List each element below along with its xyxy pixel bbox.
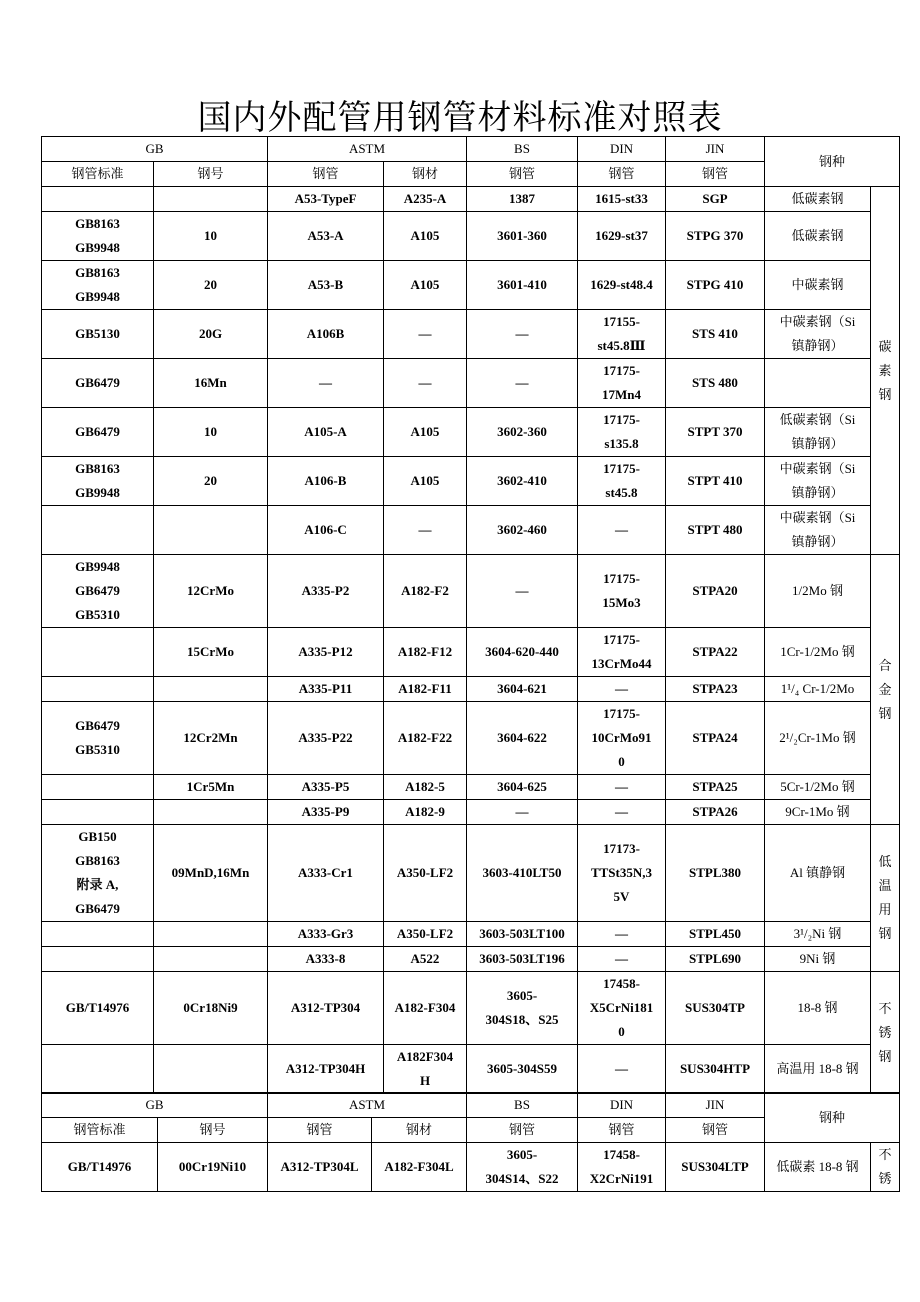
material-table — [41, 136, 900, 1094]
cell-bs-pipe: — — [467, 800, 578, 825]
cell-astm-pipe: A335-P11 — [268, 677, 384, 702]
cell-steel-kind: 1/2Mo 钢 — [765, 555, 871, 628]
category-carbon — [871, 187, 900, 555]
table-row — [42, 922, 900, 947]
cell-steel-grade: 20G — [154, 310, 268, 359]
cell-bs-pipe: 3603-503LT100 — [467, 922, 578, 947]
cell-bs-pipe: 3605- 304S18、S25 — [467, 972, 578, 1045]
cell-jin-pipe: STPL450 — [666, 922, 765, 947]
cell-steel-grade: 15CrMo — [154, 628, 268, 677]
header-bs-pipe: 钢管 — [467, 1118, 578, 1143]
cell-steel-grade: 20 — [154, 457, 268, 506]
cell-astm-material: A182-F11 — [384, 677, 467, 702]
cell-gb-standard — [42, 506, 154, 555]
cell-astm-pipe: A53-B — [268, 261, 384, 310]
cell-din-pipe: — — [578, 677, 666, 702]
table-row — [42, 800, 900, 825]
cell-jin-pipe: STPA22 — [666, 628, 765, 677]
category-label: 不锈 — [878, 1147, 892, 1186]
cell-din-pipe: 17175- 15Mo3 — [578, 555, 666, 628]
cell-astm-pipe: A335-P12 — [268, 628, 384, 677]
category-lowtemp — [871, 825, 900, 972]
cell-astm-pipe: A335-P5 — [268, 775, 384, 800]
cell-steel-kind: 9Cr-1Mo 钢 — [765, 800, 871, 825]
cell-bs-pipe: — — [467, 359, 578, 408]
cell-steel-kind: 2¹/₂Cr-1Mo 钢 — [765, 702, 871, 775]
table-row — [42, 359, 900, 408]
table-row — [42, 1143, 900, 1192]
cell-steel-kind — [765, 359, 871, 408]
cell-steel-grade — [154, 800, 268, 825]
header-astm-pipe: 钢管 — [268, 1118, 372, 1143]
cell-gb-standard — [42, 628, 154, 677]
cell-jin-pipe: STPT 370 — [666, 408, 765, 457]
cell-steel-kind: 18-8 钢 — [765, 972, 871, 1045]
cell-steel-grade: 12Cr2Mn — [154, 702, 268, 775]
cell-bs-pipe: 3604-621 — [467, 677, 578, 702]
cell-jin-pipe: STPA25 — [666, 775, 765, 800]
cell-steel-kind: 低碳素钢 — [765, 212, 871, 261]
header-grade: 钢号 — [154, 162, 268, 187]
cell-steel-kind: 3¹/₂Ni 钢 — [765, 922, 871, 947]
cell-steel-kind: 中碳素钢（Si 镇静钢） — [765, 310, 871, 359]
table-row — [42, 261, 900, 310]
cell-gb-standard: GB8163 GB9948 — [42, 212, 154, 261]
cell-steel-grade: 1Cr5Mn — [154, 775, 268, 800]
table-row — [42, 310, 900, 359]
cell-steel-grade — [154, 187, 268, 212]
cell-din-pipe: 1615-st33 — [578, 187, 666, 212]
header-din: DIN — [578, 137, 666, 162]
cell-steel-grade: 0Cr18Ni9 — [154, 972, 268, 1045]
cell-gb-standard — [42, 947, 154, 972]
cell-astm-material: — — [384, 310, 467, 359]
table-row — [42, 702, 900, 775]
cell-steel-grade — [154, 947, 268, 972]
cell-steel-grade: 10 — [154, 408, 268, 457]
category-alloy — [871, 555, 900, 825]
cell-steel-grade: 09MnD,16Mn — [154, 825, 268, 922]
cell-din-pipe: — — [578, 947, 666, 972]
page-title: 国内外配管用钢管材料标准对照表 — [197, 98, 723, 138]
cell-astm-material: A522 — [384, 947, 467, 972]
cell-din-pipe: 17175- st45.8 — [578, 457, 666, 506]
cell-gb-standard: GB150 GB8163 附录 A, GB6479 — [42, 825, 154, 922]
cell-astm-material: — — [384, 506, 467, 555]
cell-bs-pipe: 3602-360 — [467, 408, 578, 457]
header-std: 钢管标准 — [42, 162, 154, 187]
cell-steel-kind: 1¹/₄ Cr-1/2Mo — [765, 677, 871, 702]
cell-gb-standard: GB6479 — [42, 408, 154, 457]
header-kind: 钢种 — [765, 1093, 900, 1143]
table-row — [42, 972, 900, 1045]
cell-gb-standard: GB8163 GB9948 — [42, 261, 154, 310]
cell-steel-kind: Al 镇静钢 — [765, 825, 871, 922]
cell-jin-pipe: SGP — [666, 187, 765, 212]
header-din: DIN — [578, 1093, 666, 1118]
cell-astm-pipe: A106-B — [268, 457, 384, 506]
cell-astm-pipe: A335-P9 — [268, 800, 384, 825]
cell-bs-pipe: 3601-410 — [467, 261, 578, 310]
cell-gb-standard — [42, 677, 154, 702]
header-astm: ASTM — [268, 1093, 467, 1118]
cell-bs-pipe: 1387 — [467, 187, 578, 212]
cell-din-pipe: 17175- 13CrMo44 — [578, 628, 666, 677]
cell-steel-kind: 低碳素钢（Si 镇静钢） — [765, 408, 871, 457]
table-row — [42, 628, 900, 677]
cell-steel-kind: 低碳素钢 — [765, 187, 871, 212]
cell-jin-pipe: SUS304LTP — [666, 1143, 765, 1192]
cell-astm-material: A182-F2 — [384, 555, 467, 628]
cell-steel-grade — [154, 677, 268, 702]
cell-din-pipe: — — [578, 506, 666, 555]
cell-gb-standard — [42, 922, 154, 947]
cell-astm-pipe: A53-A — [268, 212, 384, 261]
table-row — [42, 555, 900, 628]
cell-astm-pipe: A312-TP304H — [268, 1045, 384, 1094]
cell-gb-standard — [42, 187, 154, 212]
cell-gb-standard: GB6479 GB5310 — [42, 702, 154, 775]
cell-steel-grade — [154, 1045, 268, 1094]
cell-astm-pipe: A333-8 — [268, 947, 384, 972]
header-astm-material: 钢材 — [372, 1118, 467, 1143]
cell-steel-kind: 低碳素 18-8 钢 — [765, 1143, 871, 1192]
cell-gb-standard: GB6479 — [42, 359, 154, 408]
cell-astm-material: A182-F304 — [384, 972, 467, 1045]
cell-din-pipe: 1629-st37 — [578, 212, 666, 261]
cell-steel-grade: 10 — [154, 212, 268, 261]
cell-din-pipe: — — [578, 922, 666, 947]
cell-gb-standard: GB/T14976 — [42, 972, 154, 1045]
cell-steel-kind: 5Cr-1/2Mo 钢 — [765, 775, 871, 800]
cell-bs-pipe: 3604-620-440 — [467, 628, 578, 677]
table-row — [42, 947, 900, 972]
header-gb: GB — [42, 1093, 268, 1118]
cell-steel-kind: 中碳素钢（Si 镇静钢） — [765, 457, 871, 506]
cell-din-pipe: — — [578, 800, 666, 825]
cell-gb-standard — [42, 1045, 154, 1094]
cell-din-pipe: 17458- X2CrNi191 — [578, 1143, 666, 1192]
cell-astm-material: A105 — [384, 408, 467, 457]
cell-steel-kind: 高温用 18-8 钢 — [765, 1045, 871, 1094]
cell-din-pipe: 17173- TTSt35N,3 5V — [578, 825, 666, 922]
cell-jin-pipe: SUS304HTP — [666, 1045, 765, 1094]
cell-astm-pipe: A312-TP304 — [268, 972, 384, 1045]
cell-astm-material: A182-F12 — [384, 628, 467, 677]
header-std: 钢管标准 — [42, 1118, 158, 1143]
cell-bs-pipe: 3603-503LT196 — [467, 947, 578, 972]
cell-astm-material: — — [384, 359, 467, 408]
cell-astm-material: A182-5 — [384, 775, 467, 800]
table-row — [42, 775, 900, 800]
cell-steel-kind: 中碳素钢 — [765, 261, 871, 310]
category-label: 低温用钢 — [878, 854, 892, 941]
category-label: 合金钢 — [878, 657, 892, 721]
header-jin: JIN — [666, 137, 765, 162]
cell-steel-grade: 00Cr19Ni10 — [158, 1143, 268, 1192]
cell-din-pipe: 17175- s135.8 — [578, 408, 666, 457]
cell-steel-grade — [154, 506, 268, 555]
cell-gb-standard: GB8163 GB9948 — [42, 457, 154, 506]
cell-steel-grade: 16Mn — [154, 359, 268, 408]
cell-din-pipe: 17175- 17Mn4 — [578, 359, 666, 408]
header-bs: BS — [467, 137, 578, 162]
category-stainless — [871, 972, 900, 1094]
cell-din-pipe: — — [578, 1045, 666, 1094]
cell-bs-pipe: 3604-622 — [467, 702, 578, 775]
header-grade: 钢号 — [158, 1118, 268, 1143]
header-kind: 钢种 — [765, 137, 900, 187]
cell-din-pipe: 17175- 10CrMo91 0 — [578, 702, 666, 775]
cell-steel-kind: 1Cr-1/2Mo 钢 — [765, 628, 871, 677]
cell-bs-pipe: — — [467, 310, 578, 359]
cell-jin-pipe: STPL380 — [666, 825, 765, 922]
cell-bs-pipe: — — [467, 555, 578, 628]
category-stainless2 — [871, 1143, 900, 1192]
table-row — [42, 408, 900, 457]
cell-steel-kind: 9Ni 钢 — [765, 947, 871, 972]
cell-astm-material: A105 — [384, 457, 467, 506]
cell-astm-material: A182-F22 — [384, 702, 467, 775]
header-bs-pipe: 钢管 — [467, 162, 578, 187]
cell-steel-grade: 20 — [154, 261, 268, 310]
header-astm-pipe: 钢管 — [268, 162, 384, 187]
cell-bs-pipe: 3605- 304S14、S22 — [467, 1143, 578, 1192]
cell-astm-pipe: A53-TypeF — [268, 187, 384, 212]
cell-jin-pipe: STPA24 — [666, 702, 765, 775]
header-jin: JIN — [666, 1093, 765, 1118]
cell-astm-material: A182F304 H — [384, 1045, 467, 1094]
cell-gb-standard — [42, 775, 154, 800]
header-astm: ASTM — [268, 137, 467, 162]
header-din-pipe: 钢管 — [578, 162, 666, 187]
cell-bs-pipe: 3603-410LT50 — [467, 825, 578, 922]
cell-din-pipe: 17458- X5CrNi181 0 — [578, 972, 666, 1045]
cell-bs-pipe: 3604-625 — [467, 775, 578, 800]
material-table-continued — [41, 1092, 900, 1192]
cell-din-pipe: 1629-st48.4 — [578, 261, 666, 310]
cell-din-pipe: 17155- st45.8Ⅲ — [578, 310, 666, 359]
cell-jin-pipe: STPG 370 — [666, 212, 765, 261]
table-row — [42, 1045, 900, 1094]
header-jin-pipe: 钢管 — [666, 162, 765, 187]
cell-jin-pipe: STPA20 — [666, 555, 765, 628]
cell-astm-pipe: A106-C — [268, 506, 384, 555]
cell-jin-pipe: STPT 480 — [666, 506, 765, 555]
table-row — [42, 506, 900, 555]
cell-astm-pipe: A333-Cr1 — [268, 825, 384, 922]
cell-bs-pipe: 3605-304S59 — [467, 1045, 578, 1094]
table-row — [42, 677, 900, 702]
cell-jin-pipe: SUS304TP — [666, 972, 765, 1045]
cell-gb-standard: GB9948 GB6479 GB5310 — [42, 555, 154, 628]
header-bs: BS — [467, 1093, 578, 1118]
cell-bs-pipe: 3602-410 — [467, 457, 578, 506]
cell-jin-pipe: STPT 410 — [666, 457, 765, 506]
cell-astm-pipe: A335-P22 — [268, 702, 384, 775]
cell-astm-material: A182-F304L — [372, 1143, 467, 1192]
table-row — [42, 212, 900, 261]
cell-astm-pipe: — — [268, 359, 384, 408]
header-din-pipe: 钢管 — [578, 1118, 666, 1143]
cell-bs-pipe: 3601-360 — [467, 212, 578, 261]
cell-gb-standard — [42, 800, 154, 825]
cell-jin-pipe: STS 480 — [666, 359, 765, 408]
cell-jin-pipe: STS 410 — [666, 310, 765, 359]
cell-jin-pipe: STPA26 — [666, 800, 765, 825]
cell-astm-pipe: A106B — [268, 310, 384, 359]
table-row — [42, 825, 900, 922]
cell-steel-grade — [154, 922, 268, 947]
cell-astm-pipe: A312-TP304L — [268, 1143, 372, 1192]
table-row — [42, 187, 900, 212]
cell-jin-pipe: STPA23 — [666, 677, 765, 702]
table-row — [42, 457, 900, 506]
cell-gb-standard: GB5130 — [42, 310, 154, 359]
cell-steel-grade: 12CrMo — [154, 555, 268, 628]
header-astm-material: 钢材 — [384, 162, 467, 187]
cell-astm-pipe: A333-Gr3 — [268, 922, 384, 947]
cell-astm-material: A105 — [384, 261, 467, 310]
cell-jin-pipe: STPL690 — [666, 947, 765, 972]
cell-astm-material: A235-A — [384, 187, 467, 212]
cell-astm-material: A182-9 — [384, 800, 467, 825]
cell-din-pipe: — — [578, 775, 666, 800]
cell-steel-kind: 中碳素钢（Si 镇静钢） — [765, 506, 871, 555]
cell-astm-pipe: A335-P2 — [268, 555, 384, 628]
category-label: 不锈钢 — [878, 1000, 892, 1064]
cell-gb-standard: GB/T14976 — [42, 1143, 158, 1192]
cell-astm-material: A350-LF2 — [384, 922, 467, 947]
cell-bs-pipe: 3602-460 — [467, 506, 578, 555]
cell-astm-material: A350-LF2 — [384, 825, 467, 922]
cell-jin-pipe: STPG 410 — [666, 261, 765, 310]
cell-astm-material: A105 — [384, 212, 467, 261]
header-jin-pipe: 钢管 — [666, 1118, 765, 1143]
cell-astm-pipe: A105-A — [268, 408, 384, 457]
category-label: 碳素钢 — [878, 338, 892, 402]
header-gb: GB — [42, 137, 268, 162]
